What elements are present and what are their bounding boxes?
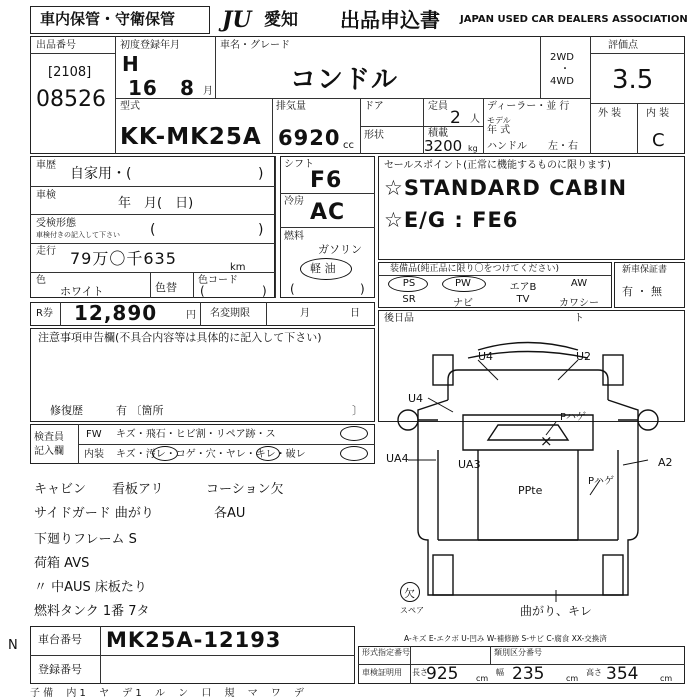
divider bbox=[266, 302, 267, 326]
divider bbox=[150, 272, 151, 298]
handwritten-note: 燃料タンク 1番 7タ bbox=[34, 604, 150, 619]
divider bbox=[272, 98, 273, 154]
aircon-value: AC bbox=[310, 200, 346, 225]
mark-spare-label: スペア bbox=[400, 606, 424, 615]
notes-label: 注意事項申告欄(不具合内容等は具体的に記入して下さい) bbox=[38, 331, 322, 344]
handwritten-note: 〃 中AUS 床板たり bbox=[34, 580, 147, 595]
load-label: 積載 bbox=[428, 128, 448, 139]
divider bbox=[200, 302, 201, 326]
first-reg-year: 16 bbox=[128, 76, 158, 100]
mark-bottom-note: 曲がり、キレ bbox=[520, 604, 592, 618]
receipt-open: ( bbox=[150, 222, 156, 238]
mark-ua4: UA4 bbox=[386, 452, 409, 465]
divider bbox=[540, 36, 541, 98]
load-unit: kg bbox=[468, 144, 478, 153]
first-reg-era: H bbox=[122, 52, 140, 76]
fuel-gasoline: ガソリン bbox=[318, 243, 362, 256]
first-reg-label: 初度登録年月 bbox=[120, 40, 180, 51]
inspector-row-1: キズ・飛石・ヒビ割・リペア跡・ス bbox=[116, 429, 276, 440]
dealer-model-label: モデル bbox=[487, 116, 511, 125]
divider bbox=[490, 646, 491, 664]
mark-p-mage-right: Pハゲ bbox=[588, 476, 615, 487]
width-label: 幅 bbox=[496, 668, 504, 677]
dealer-label: ディーラー・並 行 bbox=[487, 101, 570, 112]
chassis-value: MK25A-12193 bbox=[106, 628, 282, 652]
height-unit: cm bbox=[660, 674, 673, 683]
handwritten-note: コーション欠 bbox=[206, 482, 284, 497]
car-name-value: コンドル bbox=[290, 65, 399, 95]
interior-label: 内 装 bbox=[646, 108, 670, 119]
drive-dot: ・ bbox=[560, 64, 570, 75]
association-name: JAPAN USED CAR DEALERS ASSOCIATION bbox=[460, 14, 688, 25]
shift-value: F6 bbox=[310, 168, 343, 193]
length-label: 長さ bbox=[412, 668, 428, 677]
divider bbox=[215, 36, 216, 98]
recycle-value: 12,890 bbox=[74, 301, 158, 325]
history-close: ) bbox=[258, 166, 264, 182]
divider bbox=[193, 272, 194, 298]
inspection-label: 車検 bbox=[36, 190, 56, 201]
capacity-value: 2 bbox=[450, 108, 461, 128]
divider bbox=[590, 53, 685, 54]
storage-label: 車内保管・守衛保管 bbox=[40, 10, 176, 28]
sales-points-line2: ☆E/G : FE6 bbox=[384, 208, 519, 232]
logo-text: JU bbox=[222, 7, 252, 33]
handwritten-note: 荷箱 AVS bbox=[34, 556, 90, 571]
divider bbox=[30, 53, 115, 54]
model-label: 型式 bbox=[120, 101, 140, 112]
registration-label: 登録番号 bbox=[38, 663, 82, 676]
model-value: KK-MK25A bbox=[120, 124, 262, 150]
equipment-item: TV bbox=[516, 294, 530, 305]
displacement-label: 排気量 bbox=[276, 101, 306, 112]
divider bbox=[275, 156, 276, 298]
fuel-diesel: 軽 油 bbox=[310, 262, 336, 275]
divider bbox=[30, 186, 275, 187]
shape-label: 形状 bbox=[364, 130, 384, 141]
history-label: 車歴 bbox=[36, 160, 56, 171]
mark-p-mage-top: Pハゲ bbox=[560, 412, 587, 423]
shift-label: シフト bbox=[284, 159, 314, 170]
mark-p-te: PPte bbox=[518, 484, 543, 497]
drive-4wd: 4WD bbox=[550, 76, 574, 87]
lot-code: [2108] bbox=[48, 65, 92, 80]
color-value: ホワイト bbox=[60, 285, 104, 298]
fuel-label: 燃料 bbox=[284, 231, 304, 242]
capacity-label: 定員 bbox=[428, 101, 448, 112]
divider bbox=[280, 193, 375, 194]
mark-x: × bbox=[540, 432, 553, 450]
equipment-item: PW bbox=[455, 278, 471, 289]
color-label: 色 bbox=[36, 275, 46, 286]
rating-label: 評価点 bbox=[608, 40, 638, 51]
mark-u4-left: U4 bbox=[408, 392, 424, 405]
length-value: 925 bbox=[426, 664, 459, 684]
first-reg-month: 8 bbox=[180, 76, 195, 100]
recycle-unit: 円 bbox=[186, 310, 196, 321]
divider bbox=[30, 243, 275, 244]
fuel-close: ) bbox=[360, 282, 365, 296]
equipment-label: 装備品(純正品に限り〇をつけてください) bbox=[390, 264, 560, 274]
divider bbox=[410, 646, 411, 684]
sales-points-line1: ☆STANDARD CABIN bbox=[384, 176, 628, 200]
receipt-note: 車検付きの記入して下さい bbox=[36, 231, 120, 239]
torn-circle bbox=[340, 446, 368, 461]
mark-u2-top: U2 bbox=[576, 350, 592, 363]
divider bbox=[637, 103, 638, 154]
divider bbox=[280, 227, 375, 228]
inspector-label-2: 記入欄 bbox=[34, 446, 64, 457]
fuel-open: ( bbox=[290, 282, 295, 296]
type-cert-label: 形式指定番号 bbox=[362, 648, 410, 657]
rating-value: 3.5 bbox=[612, 65, 654, 95]
postscript-label: 後日品 bbox=[384, 313, 414, 324]
doors-label: ドア bbox=[364, 101, 384, 112]
form-title: 出品申込書 bbox=[340, 8, 440, 32]
mark-spare: 欠 bbox=[404, 587, 415, 600]
lot-label: 出品番号 bbox=[36, 40, 76, 51]
displacement-value: 6920 bbox=[278, 126, 341, 150]
history-value: 自家用・( bbox=[70, 166, 132, 182]
ps-circle bbox=[388, 276, 428, 292]
interior-value: C bbox=[652, 130, 665, 151]
warranty-value: 有 ・ 無 bbox=[622, 285, 662, 298]
mark-u4-top: U4 bbox=[478, 350, 494, 363]
mileage-unit: km bbox=[230, 262, 246, 273]
inspector-label-1: 検査員 bbox=[34, 432, 64, 443]
length-unit: cm bbox=[476, 674, 489, 683]
divider bbox=[78, 444, 375, 445]
repair-label: 修復歴 bbox=[50, 404, 83, 417]
load-value: 3200 bbox=[424, 137, 463, 155]
repair-close: 〕 bbox=[352, 404, 363, 417]
color-code-label: 色コード bbox=[198, 275, 238, 286]
truck-outline bbox=[448, 370, 608, 400]
chassis-label: 車台番号 bbox=[38, 633, 82, 646]
aircon-label: 冷房 bbox=[284, 196, 304, 207]
capacity-unit: 人 bbox=[470, 114, 480, 125]
scratch-circle bbox=[152, 446, 178, 461]
height-label: 高さ bbox=[586, 668, 602, 677]
inspection-value: 年 月( 日) bbox=[118, 196, 194, 211]
equipment-item: エアB bbox=[509, 282, 537, 293]
equipment-item: SR bbox=[402, 294, 416, 305]
receipt-label: 受検形態 bbox=[36, 218, 76, 229]
equipment-item: ナビ bbox=[453, 298, 473, 309]
inspector-row-2: キズ・汚レ・コゲ・穴・ヤレ・キレ・破レ bbox=[116, 449, 306, 460]
mark-a2: A2 bbox=[658, 456, 673, 469]
inspector-fw: FW bbox=[86, 429, 102, 440]
height-value: 354 bbox=[606, 664, 639, 684]
transfer-month: 月 bbox=[300, 308, 310, 319]
handwritten-note: サイドガード 曲がり bbox=[34, 506, 154, 521]
transfer-label: 名変期限 bbox=[210, 308, 250, 319]
receipt-close: ) bbox=[258, 222, 264, 238]
equipment-item: PS bbox=[402, 278, 416, 289]
displacement-unit: cc bbox=[343, 140, 354, 151]
color-change-label: 色替 bbox=[155, 281, 177, 294]
month-unit: 月 bbox=[203, 86, 213, 97]
transfer-day: 日 bbox=[350, 308, 360, 319]
dealer-year-label: 年 式 bbox=[487, 125, 511, 136]
divider bbox=[115, 36, 116, 154]
handwritten-note: 各AU bbox=[214, 506, 246, 521]
divider bbox=[360, 126, 483, 127]
width-value: 235 bbox=[512, 664, 545, 684]
inspector-interior: 内装 bbox=[84, 449, 104, 460]
exterior-label: 外 装 bbox=[598, 108, 622, 119]
hole-circle bbox=[256, 446, 280, 461]
mileage-label: 走行 bbox=[36, 246, 56, 257]
car-name-label: 車名・グレード bbox=[220, 40, 290, 51]
mileage-value: 79万〇千635 bbox=[70, 249, 177, 268]
handle-label: ハンドル bbox=[487, 141, 527, 152]
divider bbox=[483, 98, 484, 154]
left-mark: N bbox=[8, 638, 18, 653]
damage-legend: A-キズ E-エクボ U-凹み W-補修跡 S-サビ C-腐食 XX-交換済 bbox=[404, 634, 607, 643]
mark-ua3: UA3 bbox=[458, 458, 481, 471]
sales-points-label: セールスポイント(正常に機能するものに限ります) bbox=[384, 160, 611, 171]
lot-number: 08526 bbox=[36, 87, 106, 112]
logo-place: 愛知 bbox=[264, 10, 298, 30]
pw-circle bbox=[442, 276, 486, 292]
handle-options: 左・右 bbox=[548, 141, 578, 152]
equipment-item: カワシート bbox=[559, 298, 599, 324]
tear-circle bbox=[340, 426, 368, 441]
divider bbox=[30, 655, 355, 656]
handwritten-note: キャビン 看板アリ bbox=[34, 482, 164, 497]
type-cert-sub: 類別区分番号 bbox=[494, 648, 542, 657]
divider bbox=[30, 214, 275, 215]
repair-value: 有 〔箇所 bbox=[116, 404, 164, 417]
handwritten-note: 下廻りフレーム S bbox=[34, 532, 137, 547]
color-code-close: ) bbox=[262, 284, 267, 298]
width-unit: cm bbox=[566, 674, 579, 683]
equipment-item: AW bbox=[570, 278, 588, 289]
warranty-label: 新車保証書 bbox=[622, 265, 668, 275]
divider bbox=[60, 302, 61, 326]
color-code-open: ( bbox=[200, 284, 205, 298]
bottom-row: 子 備 内 1 ヤ デ 1 ル ン 口 規 マ ワ デ bbox=[30, 688, 305, 699]
dim-cert-label: 車検証明用 bbox=[362, 668, 402, 677]
ju-logo bbox=[222, 8, 252, 32]
recycle-label: R券 bbox=[36, 308, 53, 319]
drive-2wd: 2WD bbox=[550, 52, 574, 63]
